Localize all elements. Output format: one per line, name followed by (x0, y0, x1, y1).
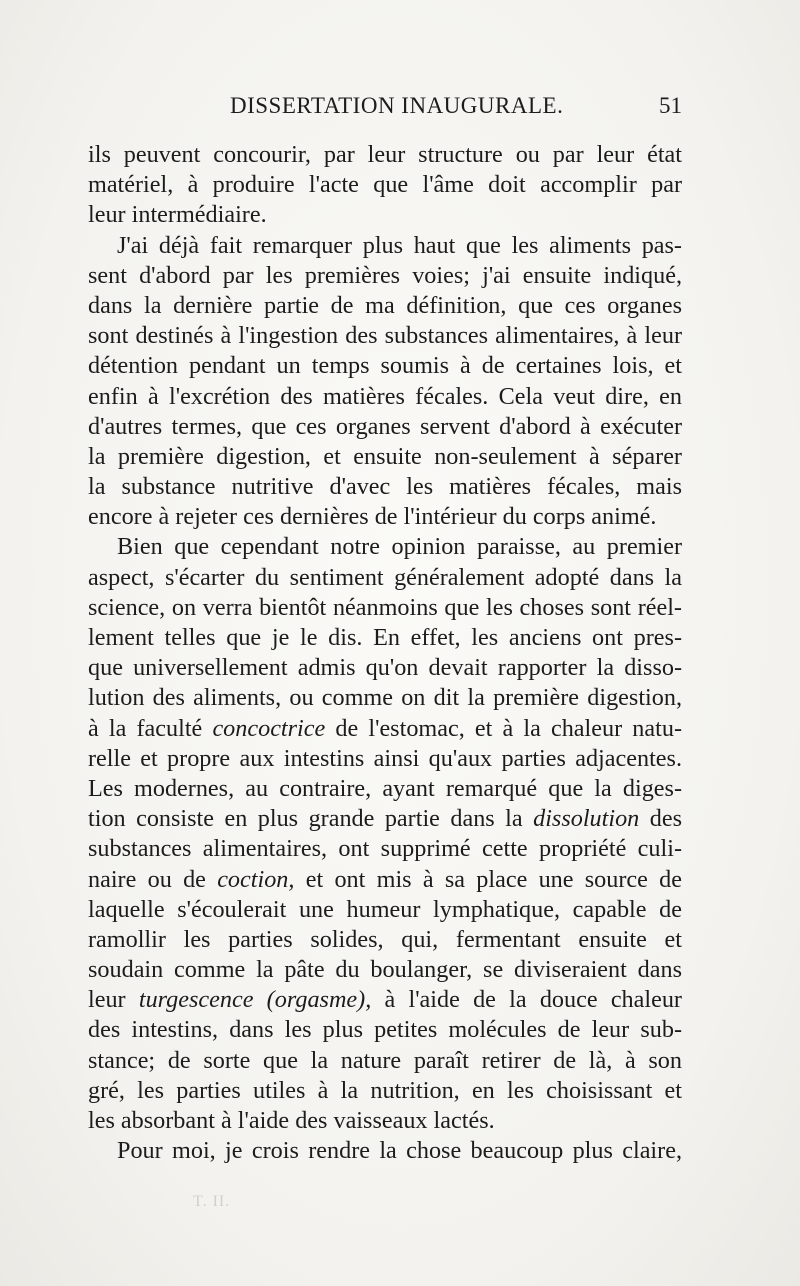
text-line: leur intermédiaire. (88, 201, 267, 229)
text-line: Pour moi, je crois rendre la chose beaucoup plus claire, (117, 1137, 682, 1165)
text-line: soudain comme la pâte du boulanger, se diviseraient dans (88, 956, 682, 984)
text-run: et ont mis à sa place une source de (294, 865, 683, 893)
italic-term: concoctrice (212, 714, 326, 742)
text-run: leur (88, 986, 139, 1014)
text-line: d'autres termes, que ces organes servent d'abord à exécuter (88, 412, 682, 440)
text-line: lution des aliments, ou comme on dit la première digestion, (88, 684, 682, 712)
text-line: Bien que cependant notre opinion paraisse, au premier (117, 533, 682, 561)
text-line: la première digestion, et ensuite non-seulement à séparer (88, 442, 682, 470)
text-line: matériel, à produire l'acte que l'âme doit accomplir par (88, 171, 682, 199)
text-run: à l'aide de la douce chaleur (371, 986, 682, 1014)
text-line: encore à rejeter ces dernières de l'intérieur du corps animé. (88, 503, 657, 531)
signature-mark: T. II. (193, 1193, 231, 1210)
text-run: tion consiste en plus grande partie dans la (88, 805, 534, 833)
italic-term: dissolution (533, 805, 640, 833)
italic-term: coction, (217, 865, 295, 893)
text-line: substances alimentaires, ont supprimé cette propriété culi- (88, 835, 682, 863)
italic-term: turgescence (orgasme), (138, 986, 372, 1014)
text-line: les absorbant à l'aide des vaisseaux lactés. (88, 1107, 495, 1134)
text-run: de l'estomac, et à la chaleur natu- (325, 714, 682, 742)
text-line (88, 865, 682, 895)
text-line: lement telles que je le dis. En effet, les anciens ont pres- (88, 624, 682, 651)
text-line: enfin à l'excrétion des matières fécales. Cela veut dire, en (88, 382, 682, 410)
text-line (88, 714, 682, 744)
text-line: ramollir les parties solides, qui, fermentant ensuite et (88, 925, 682, 953)
text-run: naire ou de (88, 865, 218, 893)
text-line: gré, les parties utiles à la nutrition, en les choisissant et (88, 1076, 682, 1104)
text-line: J'ai déjà fait remarquer plus haut que les aliments pas- (117, 231, 682, 259)
text-line: ils peuvent concourir, par leur structure ou par leur état (88, 141, 682, 168)
text-line: sent d'abord par les premières voies; j'ai ensuite indiqué, (88, 261, 682, 289)
text-line: dans la dernière partie de ma définition, que ces organes (88, 291, 682, 319)
text-line: que universellement admis qu'on devait rapporter la disso- (88, 654, 682, 682)
body-text (88, 140, 682, 1166)
text-line (88, 985, 682, 1015)
text-line: aspect, s'écarter du sentiment généralement adopté dans la (88, 563, 682, 591)
text-line: détention pendant un temps soumis à de certaines lois, et (88, 352, 682, 380)
text-run: des (639, 805, 682, 833)
text-line: laquelle s'écoulerait une humeur lymphatique, capable de (88, 895, 682, 923)
text-line: des intestins, dans les plus petites molécules de leur sub- (88, 1016, 682, 1044)
running-header (88, 93, 682, 123)
text-line: sont destinés à l'ingestion des substances alimentaires, à leur (88, 322, 682, 350)
running-title: DISSERTATION INAUGURALE. (230, 93, 564, 118)
text-line: la substance nutritive d'avec les matières fécales, mais (88, 473, 682, 501)
text-line: Les modernes, au contraire, ayant remarqué que la diges- (88, 774, 682, 802)
text-run: à la faculté (88, 714, 213, 742)
page-number: 51 (659, 93, 682, 118)
text-line: relle et propre aux intestins ainsi qu'aux parties adjacentes. (88, 744, 682, 772)
text-line: stance; de sorte que la nature paraît retirer de là, à son (88, 1046, 682, 1074)
text-line: science, on verra bientôt néanmoins que les choses sont réel- (88, 593, 682, 621)
text-line (88, 804, 682, 834)
